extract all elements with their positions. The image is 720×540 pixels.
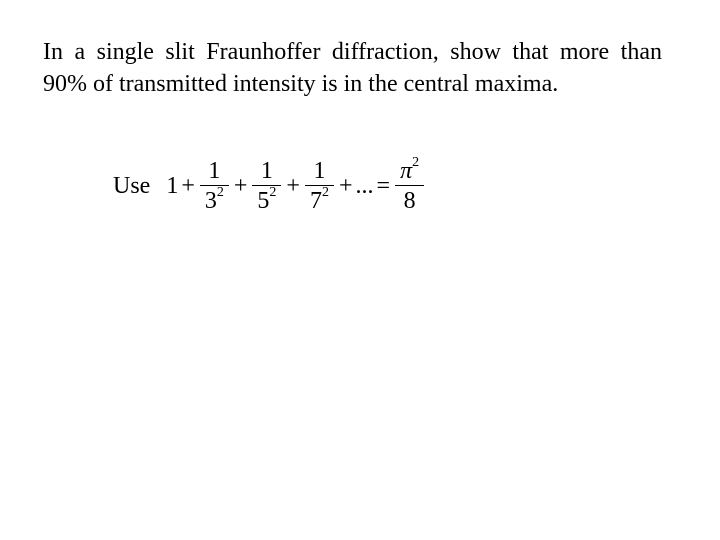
- leading-term: 1: [166, 172, 179, 199]
- fraction-term-1: [200, 157, 229, 216]
- fraction-denominator: $7^2$: [309, 184, 329, 214]
- result-numerator: $\pi^2$: [400, 154, 420, 184]
- fraction-term-3: [305, 157, 334, 216]
- hint-equation: [113, 150, 426, 222]
- plus-sign: +: [286, 172, 300, 199]
- ellipsis: ...: [355, 172, 374, 199]
- plus-sign: +: [338, 172, 353, 199]
- result-fraction: [395, 154, 424, 216]
- fraction-numerator: 1: [208, 157, 221, 184]
- fraction-denominator: $5^2$: [257, 184, 277, 214]
- plus-sign: +: [233, 172, 248, 199]
- fraction-term-2: [252, 157, 281, 216]
- fraction-numerator: 1: [313, 157, 326, 184]
- question-text: In a single slit Fraunhoffer diffraction, show that more than 90% of transmitted intensity is in the central maxima.: [43, 39, 662, 97]
- result-denominator: 8: [403, 187, 416, 214]
- fraction-denominator: $3^2$: [204, 184, 224, 214]
- equals-sign: =: [376, 172, 391, 199]
- plus-sign: +: [181, 172, 195, 199]
- use-label: Use: [113, 172, 151, 199]
- fraction-numerator: 1: [260, 157, 273, 184]
